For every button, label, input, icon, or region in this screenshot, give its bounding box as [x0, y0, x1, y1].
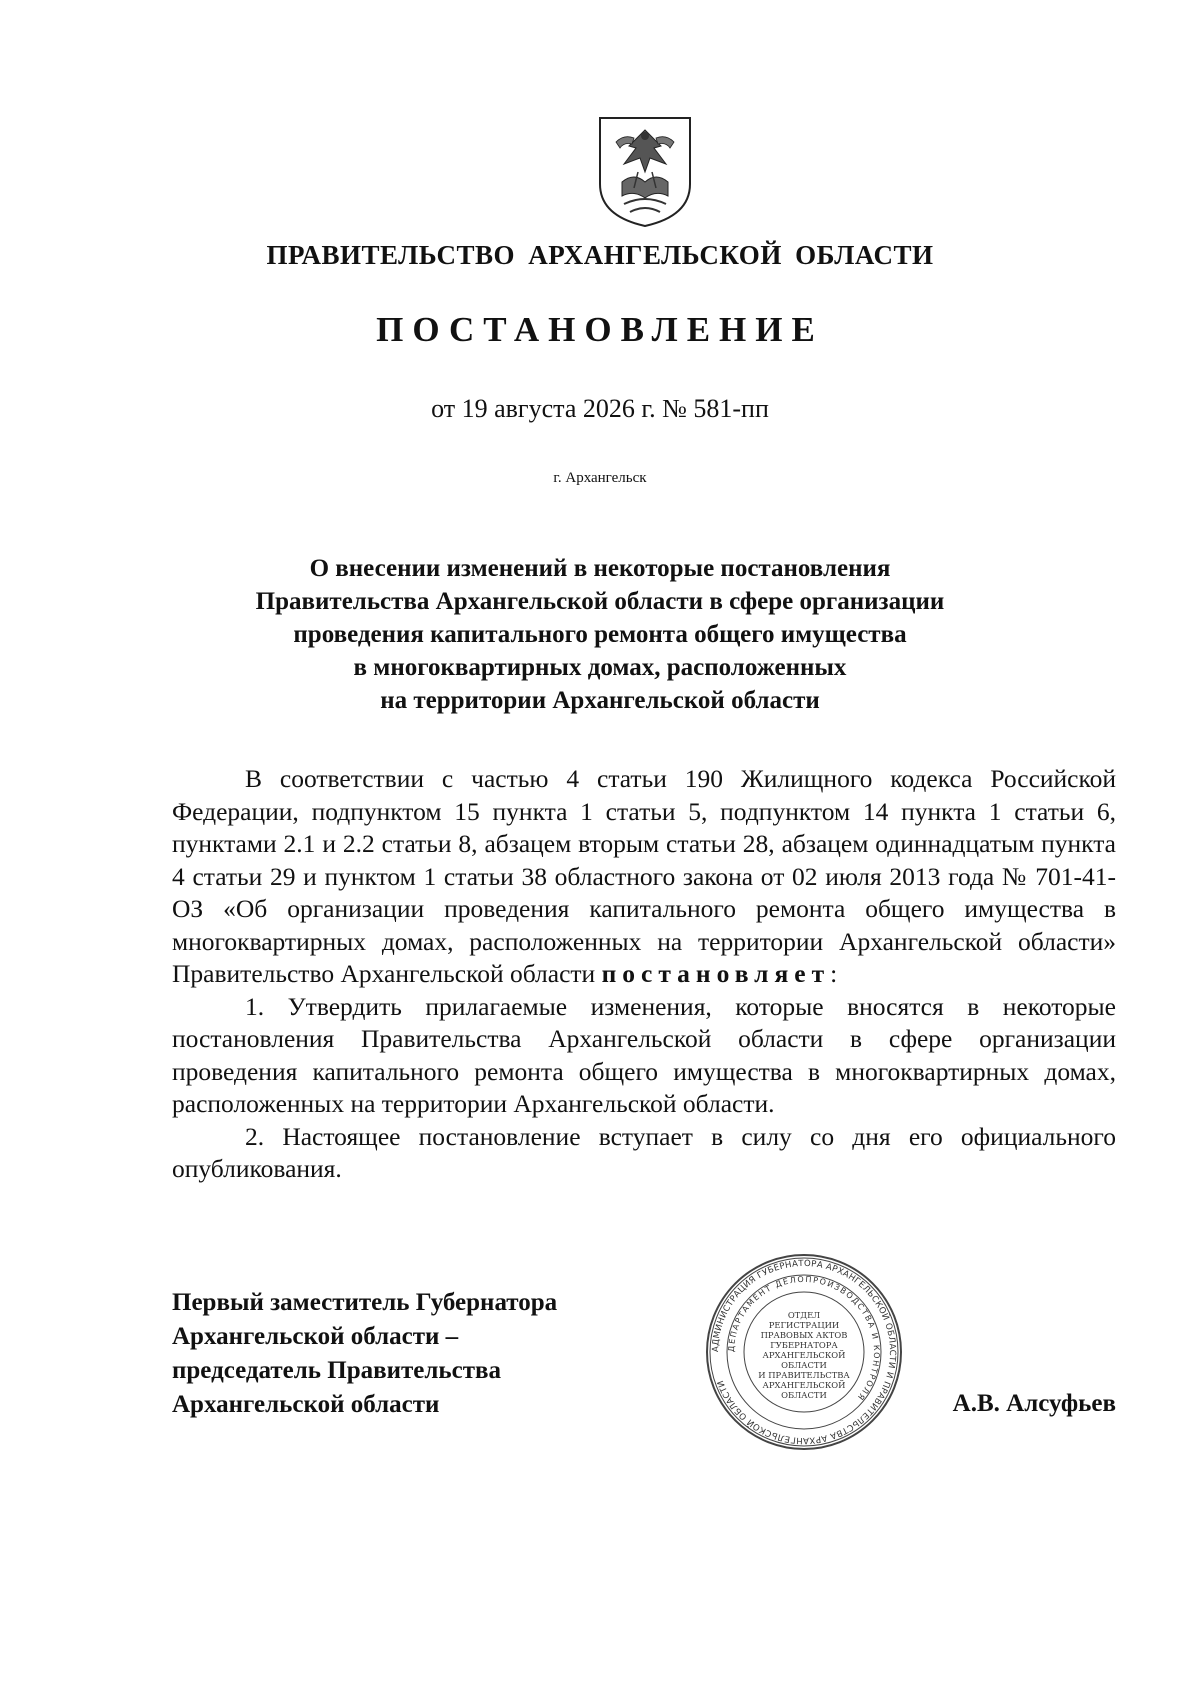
- signer-position: [172, 1286, 652, 1422]
- title-line: проведения капитального ремонта общего имущества: [293, 621, 907, 648]
- stamp-inner-line: АРХАНГЕЛЬСКОЙ: [762, 1350, 846, 1360]
- stamp-inner-line: АРХАНГЕЛЬСКОЙ: [762, 1380, 846, 1390]
- document-date-number: от 19 августа 2026 г. № 581-пп: [431, 394, 769, 423]
- document-type: ПОСТАНОВЛЕНИЕ: [376, 310, 824, 349]
- official-seal-icon: [704, 1252, 904, 1452]
- stamp-inner-line: ОТДЕЛ: [787, 1310, 821, 1320]
- stamp-outer-text: АДМИНИСТРАЦИЯ ГУБЕРНАТОРА АРХАНГЕЛЬСКОЙ ОБЛАСТИ И ПРАВИТЕЛЬСТВА АРХАНГЕЛЬСКОЙ ОБЛАСТИ: [710, 1258, 898, 1446]
- title-line: Правительства Архангельской области в сфере организации: [255, 588, 945, 615]
- item-2-paragraph: 2. Настоящее постановление вступает в силу со дня его официального опубликования.: [172, 1121, 1116, 1183]
- title-line: в многоквартирных домах, расположенных: [353, 654, 847, 681]
- signer-position-line: председатель Правительства: [172, 1357, 502, 1384]
- signer-position-line: Первый заместитель Губернатора: [172, 1289, 558, 1316]
- stamp-inner-line: ГУБЕРНАТОРА: [770, 1340, 838, 1350]
- signer-name: А.В. Алсуфьев: [952, 1390, 1116, 1417]
- title-line: О внесении изменений в некоторые постановления: [309, 555, 891, 582]
- decree-word: постановляет: [601, 959, 831, 988]
- stamp-inner-line: ОБЛАСТИ: [781, 1390, 827, 1400]
- document-city: г. Архангельск: [553, 470, 647, 486]
- preamble-text: В соответствии с частью 4 статьи 190 Жилищного кодекса Российской Федерации, подпунктом 15 пункта 1 статьи 5, подпунктом 14 пункта 1 статьи 6, пунктами 2.1 и 2.2 статьи 8, абзацем вторым статьи 28, абзацем одиннадцатым пункта 4 статьи 29 и пунктом 1 статьи 38 областного закона от 02 июля 2013 года № 701-41-ОЗ «Об организации проведения капитального ремонта общего имущества в многоквартирных домах, расположенных на территории Архангельской области» Правительство Архангельской области: [172, 764, 1116, 988]
- document-title: [0, 552, 1200, 717]
- item-1-paragraph: 1. Утвердить прилагаемые изменения, которые вносятся в некоторые постановления Правительства Архангельской области в сфере организации проведения капитального ремонта общего имущества в многоквартирных домах, расположенных на территории Архангельской области.: [172, 991, 1116, 1118]
- stamp-inner-line: И ПРАВИТЕЛЬСТВА: [758, 1370, 850, 1380]
- stamp-inner-line: ПРАВОВЫХ АКТОВ: [760, 1330, 848, 1340]
- stamp-middle-text: ДЕПАРТАМЕНТ ДЕЛОПРОИЗВОДСТВА И КОНТРОЛЯ: [726, 1274, 882, 1403]
- signer-position-line: Архангельской области: [172, 1391, 440, 1418]
- decree-colon: :: [830, 959, 838, 988]
- preamble-paragraph: [172, 763, 1116, 991]
- signer-position-line: Архангельской области –: [172, 1323, 459, 1350]
- title-line: на территории Архангельской области: [380, 687, 820, 714]
- document-body: [172, 763, 1116, 1186]
- stamp-inner-line: РЕГИСТРАЦИИ: [768, 1320, 840, 1330]
- government-name: ПРАВИТЕЛЬСТВО АРХАНГЕЛЬСКОЙ ОБЛАСТИ: [266, 240, 934, 270]
- coat-of-arms-icon: [594, 112, 696, 230]
- stamp-inner-line: ОБЛАСТИ: [781, 1360, 827, 1370]
